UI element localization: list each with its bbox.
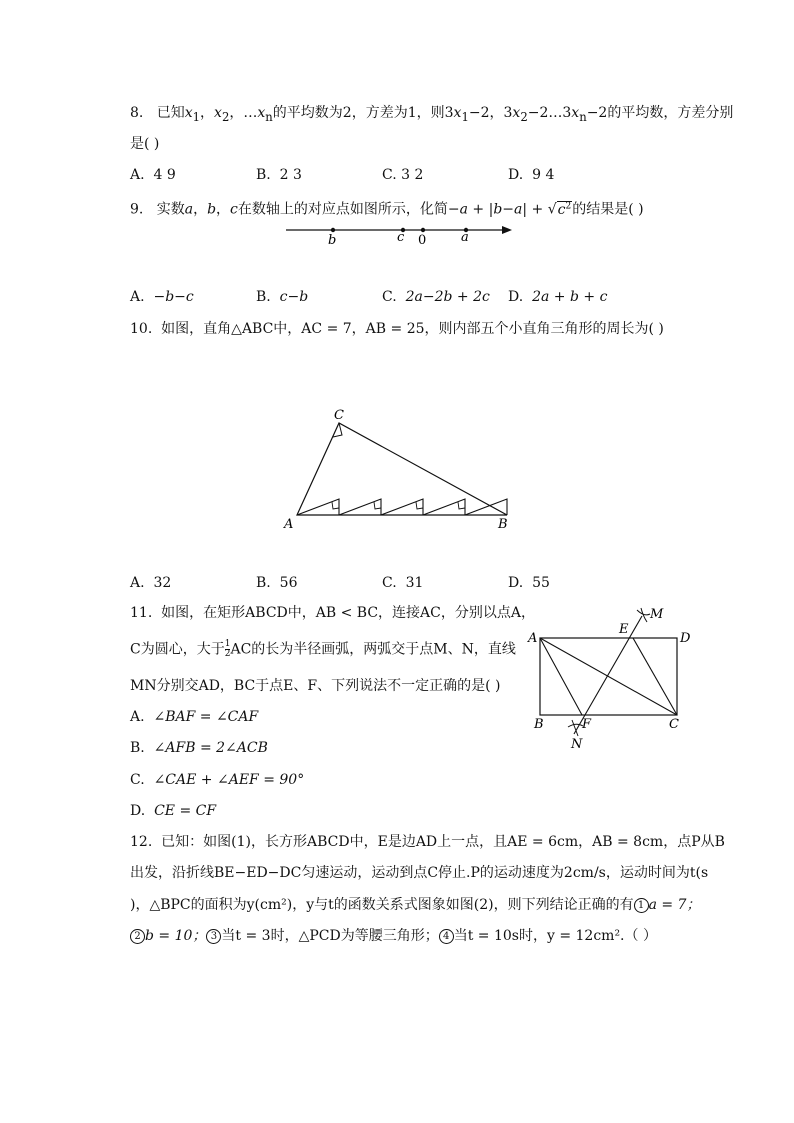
q8-option-d[interactable]: D. 9 4	[508, 167, 555, 183]
q8-option-c[interactable]: C. 3 2	[382, 167, 424, 183]
q8-option-b[interactable]: B. 2 3	[256, 167, 302, 183]
label-c: C	[669, 717, 679, 732]
small-triangle-5	[465, 499, 507, 515]
label-n: N	[571, 737, 583, 752]
number-line-figure	[280, 220, 520, 250]
fraction-one-half: $\frac{1}{2}$	[224, 639, 231, 659]
right-angle-mark-1	[332, 502, 339, 509]
q8-number: 8.	[130, 105, 144, 121]
circled-number-3: 3	[206, 929, 221, 944]
rectangle-figure	[520, 600, 700, 755]
q11-option-b[interactable]: B. ∠AFB = 2∠ACB	[130, 740, 268, 756]
q11-line1: 11. 如图，在矩形ABCD中，AB < BC，连接AC，分别以点A，	[130, 605, 535, 621]
arc-m-1	[637, 610, 650, 615]
triangle-figure	[280, 400, 520, 540]
q8-option-a[interactable]: A. 4 9	[130, 167, 176, 183]
q8-line2: 是( )	[130, 136, 160, 152]
label-a: A	[528, 631, 538, 646]
label-d: D	[680, 631, 691, 646]
q8-line1: 8. 已知$x_1$，$x_2$，$\dots x_n$的平均数为2，方差为1，则$3x_1-2$，$3x_2-2\dots 3x_n-2$的平均数，方差分别	[130, 105, 734, 124]
label-m: M	[650, 607, 664, 622]
q12-line4: 2 b = 10； 3 当t = 3时，△PCD为等腰三角形； 4 当t = 10s时，y = 12cm².（ ）	[130, 927, 657, 945]
label-b: B	[534, 717, 544, 732]
q12-line2: 出发，沿折线BE−ED−DC匀速运动，运动到点C停止.P的运动速度为2cm/s，运动时间为t(s	[130, 865, 709, 881]
triangle-abc	[297, 423, 507, 515]
q10-option-b[interactable]: B. 56	[256, 575, 298, 591]
q9-option-d[interactable]: D. 2a + b + c	[508, 289, 608, 305]
q9-option-a[interactable]: A. −b−c	[130, 289, 194, 305]
circled-number-2: 2	[130, 929, 145, 944]
q11-option-a[interactable]: A. ∠BAF = ∠CAF	[130, 709, 259, 725]
arrow-right-icon	[502, 226, 512, 234]
label-f: F	[582, 717, 592, 732]
point-zero	[421, 228, 425, 232]
q11-number: 11.	[130, 605, 153, 621]
q11-line2: C为圆心，大于 $\frac{1}{2}$ AC的长为半径画弧，两弧交于点M、N，直线	[130, 639, 516, 659]
label-zero: 0	[418, 233, 427, 248]
circled-number-1: 1	[634, 898, 649, 913]
q9-option-c[interactable]: C. 2a−2b + 2c	[382, 289, 490, 305]
segment-ce	[633, 638, 677, 715]
q9-option-b[interactable]: B. c−b	[256, 289, 309, 305]
q11-line3: MN分别交AD，BC于点E、F、下列说法不一定正确的是( )	[130, 678, 501, 694]
circled-number-4: 4	[439, 929, 454, 944]
right-angle-mark-4	[458, 502, 465, 509]
q10-line1: 10. 如图，直角△ABC中，AC = 7，AB = 25，则内部五个小直角三角形的周长为( )	[130, 321, 664, 337]
q11-option-d[interactable]: D. CE = CF	[130, 803, 217, 819]
q12-number: 12.	[130, 834, 153, 850]
label-a: a	[461, 230, 469, 245]
q12-line3: )，△BPC的面积为y(cm²)，y与t的函数关系式图象如图(2)，则下列结论正确的有 1 a = 7；	[130, 897, 701, 913]
right-angle-mark-2	[374, 502, 381, 509]
q11-option-c[interactable]: C. ∠CAE + ∠AEF = 90°	[130, 772, 305, 788]
label-c: c	[397, 230, 405, 245]
q9-number: 9.	[130, 201, 144, 218]
label-e: E	[619, 622, 629, 637]
arc-n-1	[568, 724, 583, 727]
q9-line1: 9. 实数a，b，c在数轴上的对应点如图所示，化简$-a + |b-a| + √c^2$的结果是( )	[130, 201, 644, 218]
q10-option-d[interactable]: D. 55	[508, 575, 550, 591]
point-b	[331, 228, 335, 232]
label-c: C	[334, 408, 344, 423]
label-b: b	[328, 233, 337, 248]
q10-option-a[interactable]: A. 32	[130, 575, 172, 591]
label-b: B	[498, 517, 508, 532]
right-angle-mark-3	[416, 502, 423, 509]
q10-number: 10.	[130, 321, 153, 337]
q10-option-c[interactable]: C. 31	[382, 575, 424, 591]
q12-line1: 12. 已知：如图(1)，长方形ABCD中，E是边AD上一点，且AE = 6cm，AB = 8cm，点P从B	[130, 834, 725, 850]
label-a: A	[284, 517, 294, 532]
